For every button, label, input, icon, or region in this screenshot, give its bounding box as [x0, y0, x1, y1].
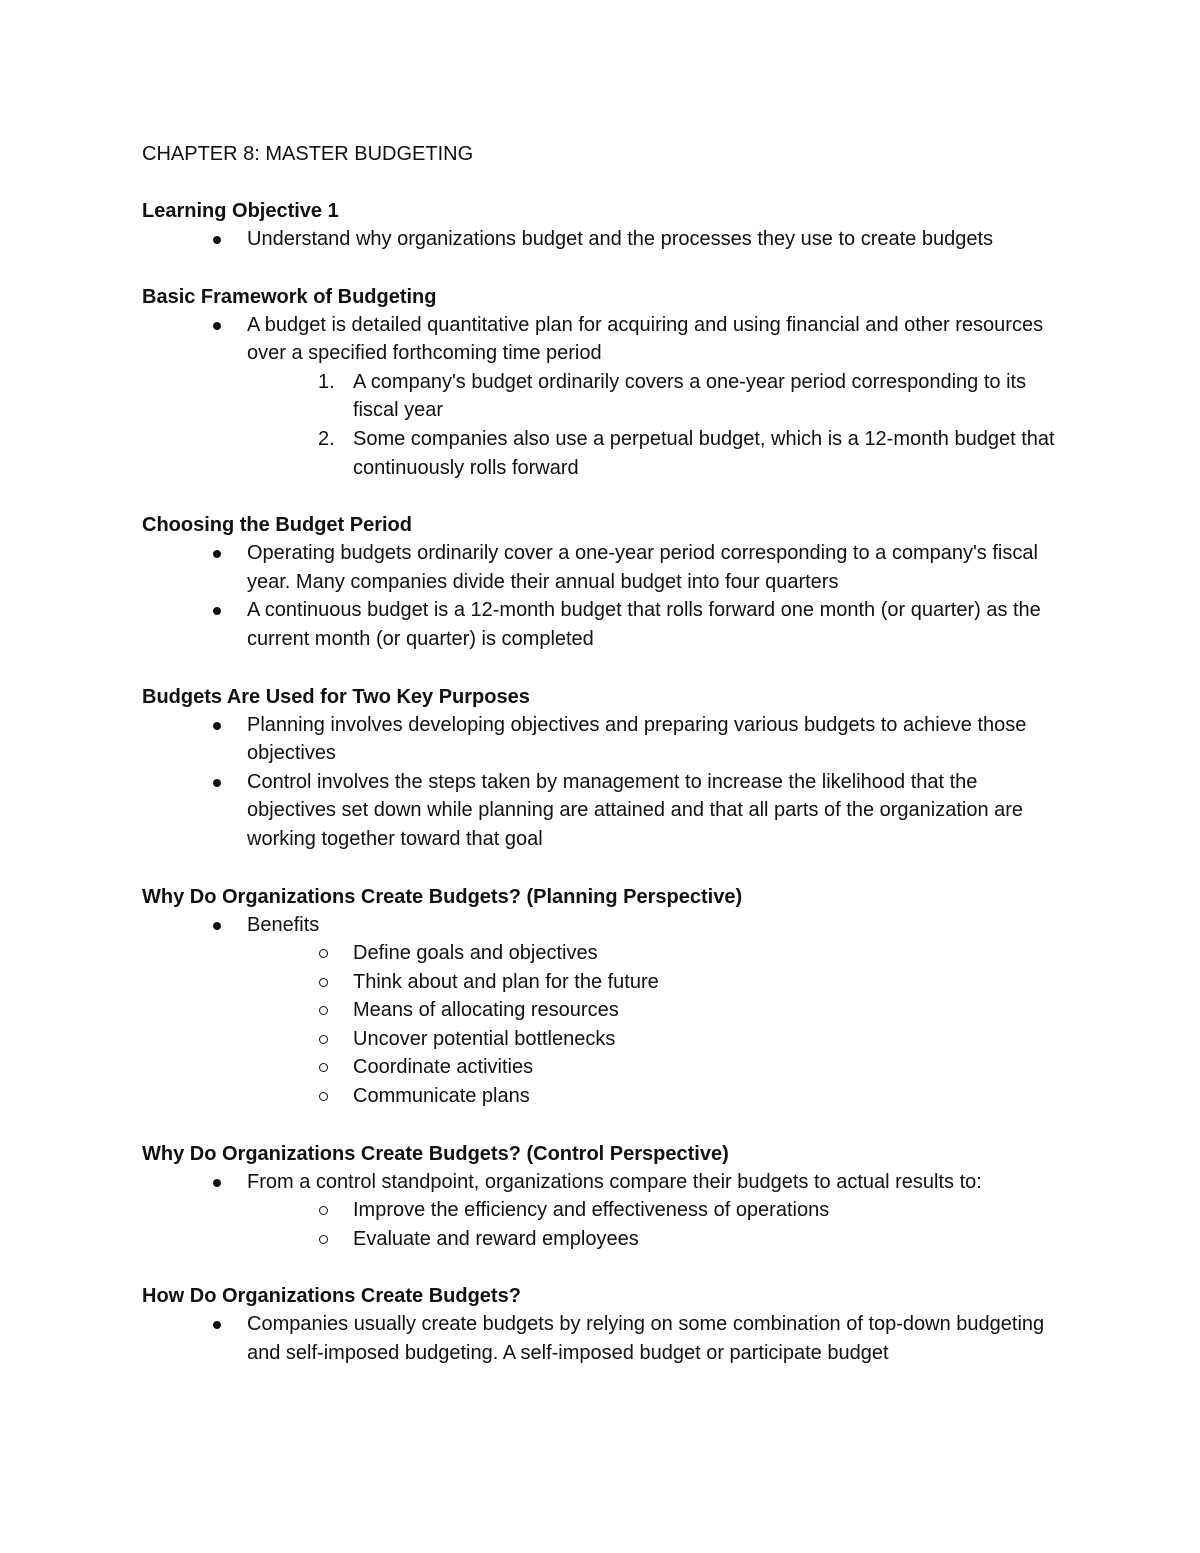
numbered-item-text: Some companies also use a perpetual budget, which is a 12-month budget that continuously rolls forward	[353, 427, 1055, 479]
section-heading: Basic Framework of Budgeting	[142, 285, 437, 308]
bullet-list	[142, 711, 1102, 854]
list-item: Control involves the steps taken by management to increase the likelihood that the objectives set down while planning are attained and that all parts of the organization are working together toward that goal	[142, 768, 1057, 854]
list-item: Planning involves developing objectives and preparing various budgets to achieve those objectives	[142, 711, 1057, 768]
list-item: Companies usually create budgets by relying on some combination of top-down budgeting and self-imposed budgeting. A self-imposed budget or participate budget	[142, 1310, 1057, 1367]
sub-list-item: Think about and plan for the future	[142, 968, 1063, 997]
bullet-list	[142, 1168, 1102, 1197]
sub-bullet-list	[142, 1196, 1102, 1253]
sub-list-item: Evaluate and reward employees	[142, 1225, 1063, 1254]
bullet-list	[142, 311, 1102, 368]
list-number: 1.	[318, 370, 335, 393]
section-heading: Budgets Are Used for Two Key Purposes	[142, 685, 530, 708]
sub-list-item: Uncover potential bottlenecks	[142, 1025, 1063, 1054]
numbered-item	[142, 425, 1063, 482]
sub-list-item: Coordinate activities	[142, 1053, 1063, 1082]
list-item: A budget is detailed quantitative plan for acquiring and using financial and other resources over a specified forthcoming time period	[142, 311, 1057, 368]
list-number: 2.	[318, 427, 335, 450]
section-heading: Learning Objective 1	[142, 200, 339, 222]
section-heading: How Do Organizations Create Budgets?	[142, 1285, 521, 1308]
list-item: Understand why organizations budget and the processes they use to create budgets	[142, 225, 1057, 254]
numbered-list	[142, 368, 1102, 482]
list-item: Benefits	[142, 911, 1057, 940]
list-item: From a control standpoint, organizations compare their budgets to actual results to:	[142, 1168, 1057, 1197]
bullet-list	[142, 1310, 1102, 1367]
bullet-list	[142, 225, 1102, 254]
numbered-item	[142, 368, 1063, 425]
numbered-item-text: A company's budget ordinarily covers a one-year period corresponding to its fiscal year	[353, 370, 1027, 422]
list-item: A continuous budget is a 12-month budget that rolls forward one month (or quarter) as the current month (or quarter) is completed	[142, 596, 1057, 653]
section-heading: Why Do Organizations Create Budgets? (Control Perspective)	[142, 1142, 729, 1165]
page-title: CHAPTER 8: MASTER BUDGETING	[142, 143, 474, 165]
bullet-list	[142, 911, 1102, 940]
list-item: Operating budgets ordinarily cover a one-year period corresponding to a company's fiscal year. Many companies divide their annual budget into four quarters	[142, 539, 1057, 596]
section-heading: Choosing the Budget Period	[142, 514, 412, 537]
section-heading: Why Do Organizations Create Budgets? (Planning Perspective)	[142, 885, 743, 908]
sub-bullet-list	[142, 939, 1102, 1111]
document-body	[142, 140, 1102, 1368]
sub-list-item: Communicate plans	[142, 1082, 1063, 1111]
sub-list-item: Define goals and objectives	[142, 939, 1063, 968]
sub-list-item: Means of allocating resources	[142, 996, 1063, 1025]
sub-list-item: Improve the efficiency and effectiveness of operations	[142, 1196, 1063, 1225]
bullet-list	[142, 539, 1102, 653]
